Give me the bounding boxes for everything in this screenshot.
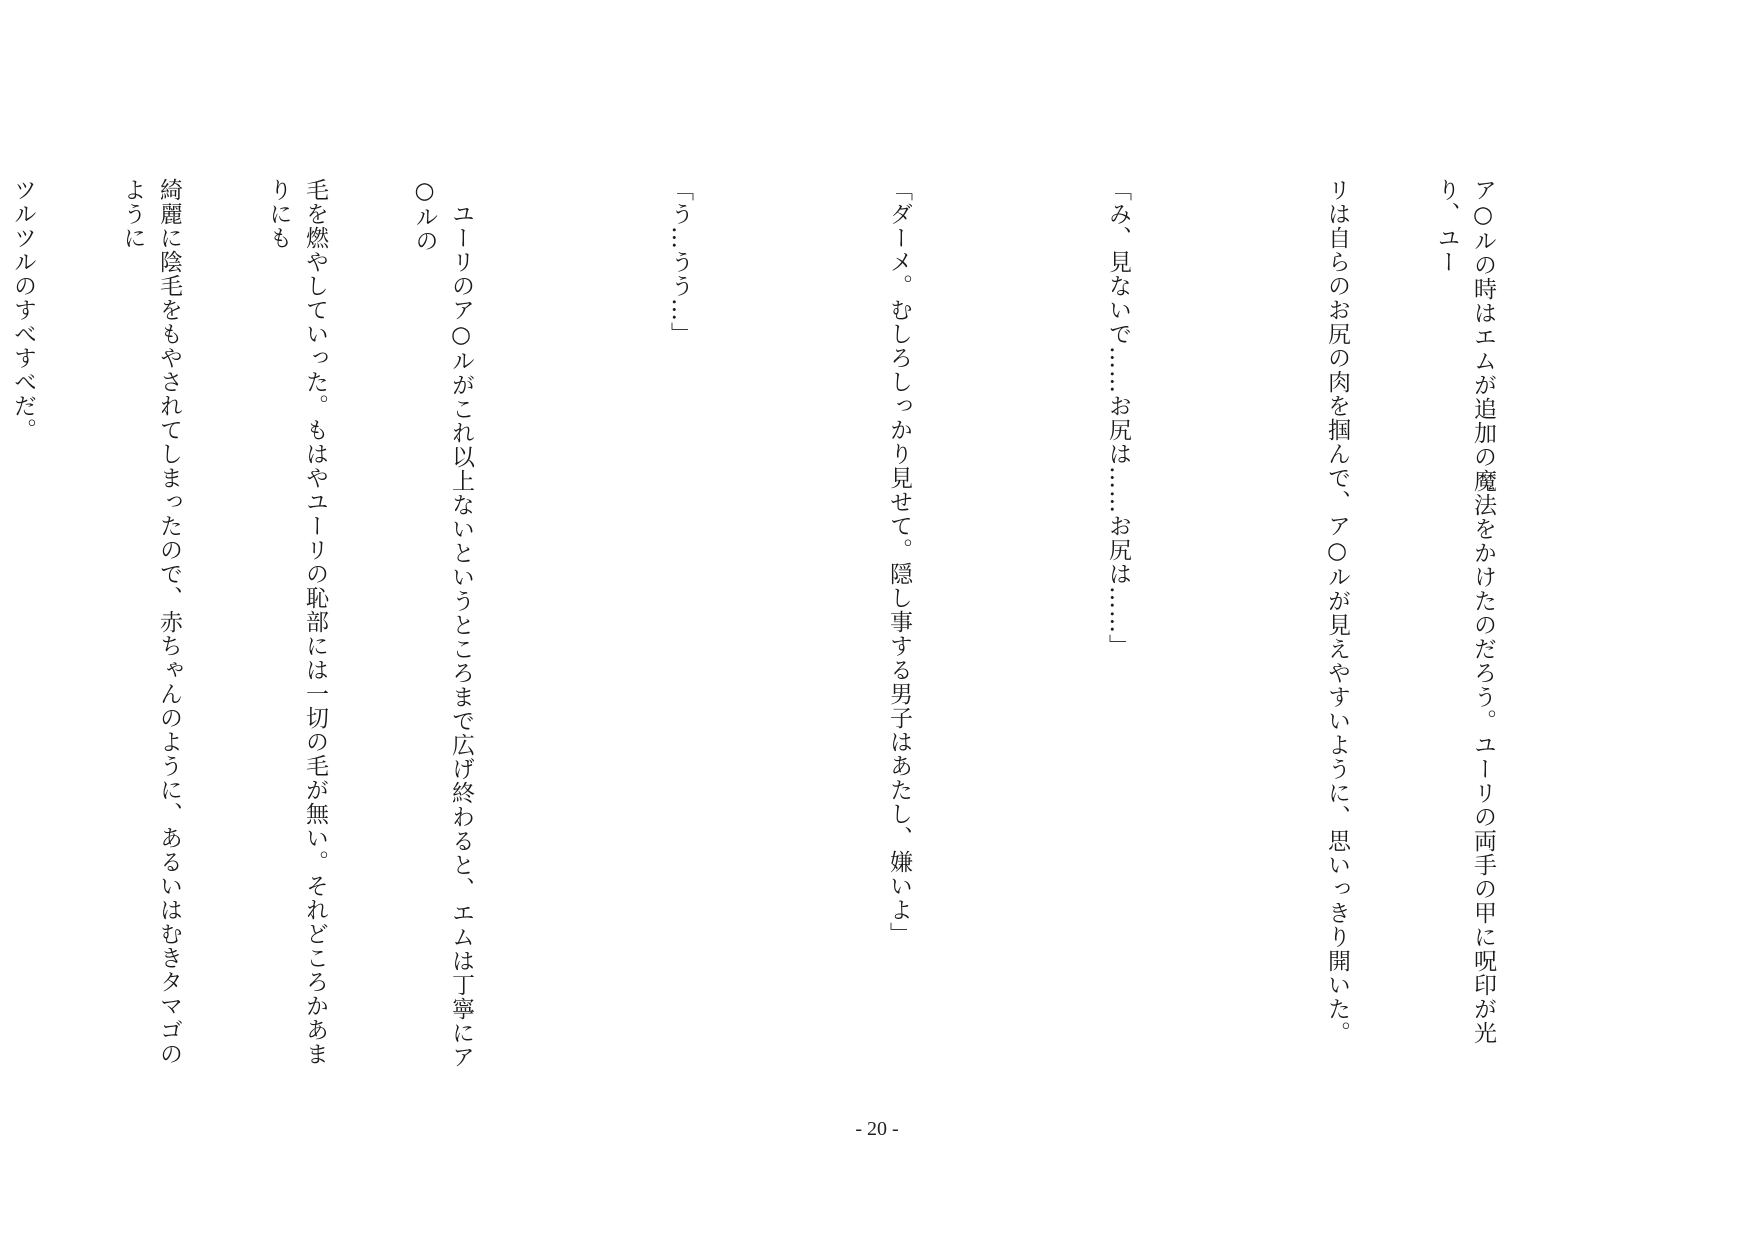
text-line: 綺麗に陰毛をもやされてしまったので、赤ちゃんのように、あるいはむきタマゴのように <box>119 178 182 1066</box>
page-number: - 20 - <box>855 1118 899 1140</box>
vertical-text-body <box>10 178 1574 1078</box>
dialogue-line: 「う…うう…」 <box>667 178 693 346</box>
dialogue-line: 「み、見ないで……お尻は……お尻は……」 <box>1105 178 1131 658</box>
text-line: ア○ルの時はエムが追加の魔法をかけたのだろう。ユーリの両手の甲に呪印が光り、ユー <box>1433 178 1496 1045</box>
blank-line <box>771 178 808 1078</box>
blank-line <box>990 178 1027 1078</box>
text-line: 毛を燃やしていった。もはやユーリの恥部には一切の毛が無い。それどころかあまりにも <box>265 178 328 1066</box>
text-line: ユーリのア○ルがこれ以上ないというところまで広げ終わると、エムは丁寧にア○ルの <box>411 178 474 1069</box>
dialogue-line: 「ダーメ。むしろしっかり見せて。隠し事する男子はあたし、嫌いよ」 <box>886 178 912 946</box>
text-line: ツルツルのすべすべだ。 <box>10 178 36 442</box>
blank-line <box>1209 178 1246 1078</box>
text-line: リは自らのお尻の肉を掴んで、ア○ルが見えやすいように、思いっきり開いた。 <box>1324 178 1350 1045</box>
blank-line <box>552 178 589 1078</box>
